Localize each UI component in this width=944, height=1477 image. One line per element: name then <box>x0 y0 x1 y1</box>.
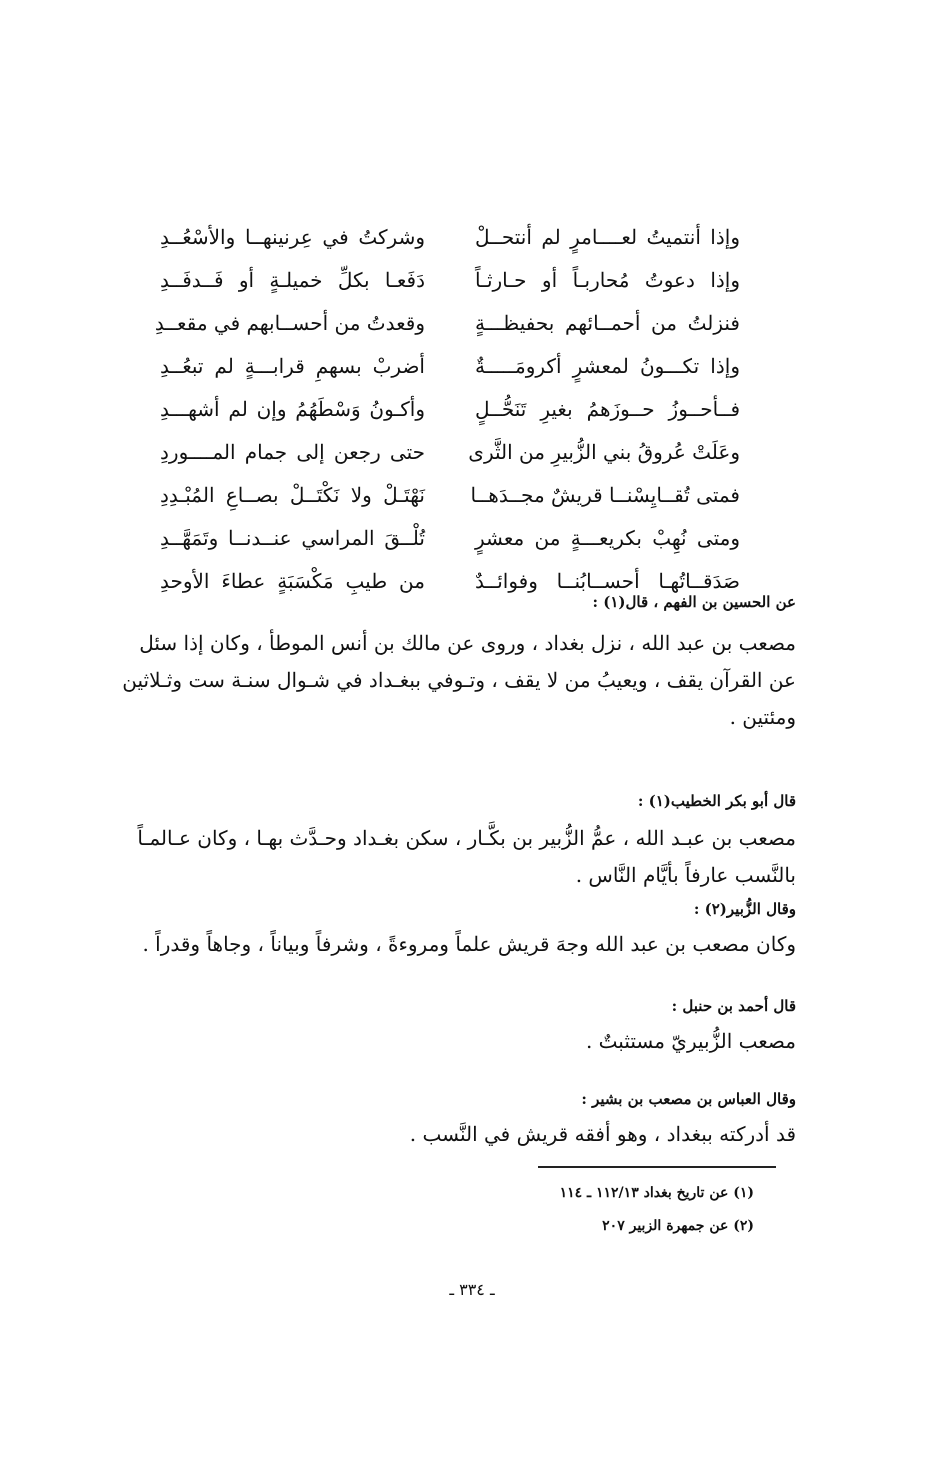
verse-second-hemistich: نَهْتَـلْ ولا نَكْتَــلْ بصــاعِ المُبْـدِدِ <box>160 482 425 507</box>
paragraph-line: عن القرآن يقف ، ويعيبُ من لا يقف ، وتـوفي ببغـداد في شـوال سنـة ست وثـلاثين <box>122 668 796 692</box>
verse-first-hemistich: فمتى تُقــايِسْنــا قريشٌ مجــدَهــا <box>470 482 740 507</box>
poem-verse <box>160 215 740 258</box>
narration-section <box>112 1090 796 1153</box>
paragraph-line: ومئتين . <box>729 705 796 729</box>
verse-second-hemistich: وأكـونُ وَسْطَهُمُ وإن لم أشهـــدِ <box>160 396 425 421</box>
section-heading: قال أحمد بن حنبل : <box>671 997 796 1015</box>
poem-verse <box>154 301 740 344</box>
footnote-divider <box>538 1166 776 1168</box>
verse-first-hemistich: وإذا دعوتُ مُحاربـاً أو حـارثـاً <box>475 267 740 292</box>
poem-verse <box>160 516 740 559</box>
verse-first-hemistich: فــأحــوزُ حــوزَهمُ بغيرِ تَنَحُّــلٍ <box>475 396 740 421</box>
narration-section <box>112 792 796 894</box>
section-heading: عن الحسين بن الفهم ، قال(١) : <box>592 593 796 611</box>
verse-first-hemistich: صَدَقــاتُهـا أحســابُنــا وفوائــدٌ <box>475 568 740 593</box>
verse-first-hemistich: وعَلَتْ عُروقُ بني الزُّبيرِ من الثَّرى <box>468 439 740 464</box>
paragraph-line: وكان مصعب بن عبد الله وجهَ قريش علماً ومروءةً ، وشرفاً وبياناً ، وجاهاً وقدراً . <box>142 932 796 956</box>
verse-first-hemistich: وإذا تكـــونُ لمعشرٍ أكرومَـــــةٌ <box>475 353 740 378</box>
narration-section <box>112 900 796 963</box>
verse-first-hemistich: فنزلتُ من أحمــائهم بحفيظـــةٍ <box>475 310 740 335</box>
verse-second-hemistich: وقعدتُ من أحســابهم في مقعــدِ <box>154 310 425 335</box>
paragraph-line: مصعب الزُّبيريّ مستثبتٌ . <box>585 1029 796 1053</box>
poem-verse <box>160 387 740 430</box>
paragraph-line: بالنَّسب عارفاً بأيَّام النَّاس . <box>575 863 796 887</box>
footnote: (٢) عن جمهرة الزبير ٢٠٧ <box>602 1218 754 1234</box>
verse-second-hemistich: حتى رجعن إلى جمام المــــوردِ <box>160 439 425 464</box>
section-heading: وقال الزُّبير(٢) : <box>693 900 796 918</box>
page-number: ـ ٣٣٤ ـ <box>449 1280 495 1299</box>
poem-verse <box>160 430 740 473</box>
poem-verse <box>160 344 740 387</box>
paragraph-line: مصعب بن عبـد الله ، عمُّ الزُّبير بن بكَّـار ، سكن بغـداد وحـدَّث بهـا ، وكان عـالمـاً <box>137 826 796 850</box>
section-heading: وقال العباس بن مصعب بن بشير : <box>581 1090 796 1108</box>
poem-verse <box>160 473 740 516</box>
verse-first-hemistich: ومتى نُهِبْ بكريعـــةٍ من معشرٍ <box>475 525 740 550</box>
poem-verse <box>160 258 740 301</box>
footnote: (١) عن تاريخ بغداد ١١٢/١٣ ـ ١١٤ <box>559 1185 754 1201</box>
verse-second-hemistich: أضربْ بسهمِ قرابـــةٍ لم تبعُــدِ <box>160 353 425 378</box>
verse-first-hemistich: وإذا أنتميتُ لعــــامرٍ لم أنتحــلْ <box>475 224 740 249</box>
narration-section <box>112 997 796 1060</box>
verse-second-hemistich: تُلْــقَ المراسي عنــدنــا وتَمَهَّــدِ <box>160 525 425 550</box>
verse-second-hemistich: دَفَعـا بكلِّ خميلـةٍ أو فَــدفَــدِ <box>160 267 425 292</box>
verse-second-hemistich: وشركتُ في عِرنينهــا والأسْعُــدِ <box>160 224 425 249</box>
section-heading: قال أبو بكر الخطيب(١) : <box>637 792 796 810</box>
paragraph-line: قد أدركته ببغداد ، وهو أفقه قريش في النَّسب . <box>409 1122 796 1146</box>
poem <box>154 215 740 602</box>
paragraph-line: مصعب بن عبد الله ، نزل بغداد ، وروى عن مالك بن أنس الموطأ ، وكان إذا سئل <box>139 631 796 655</box>
verse-second-hemistich: من طيبِ مَكْسَبَةٍ عطاءَ الأوحدِ <box>160 568 425 593</box>
narration-section <box>112 593 796 736</box>
